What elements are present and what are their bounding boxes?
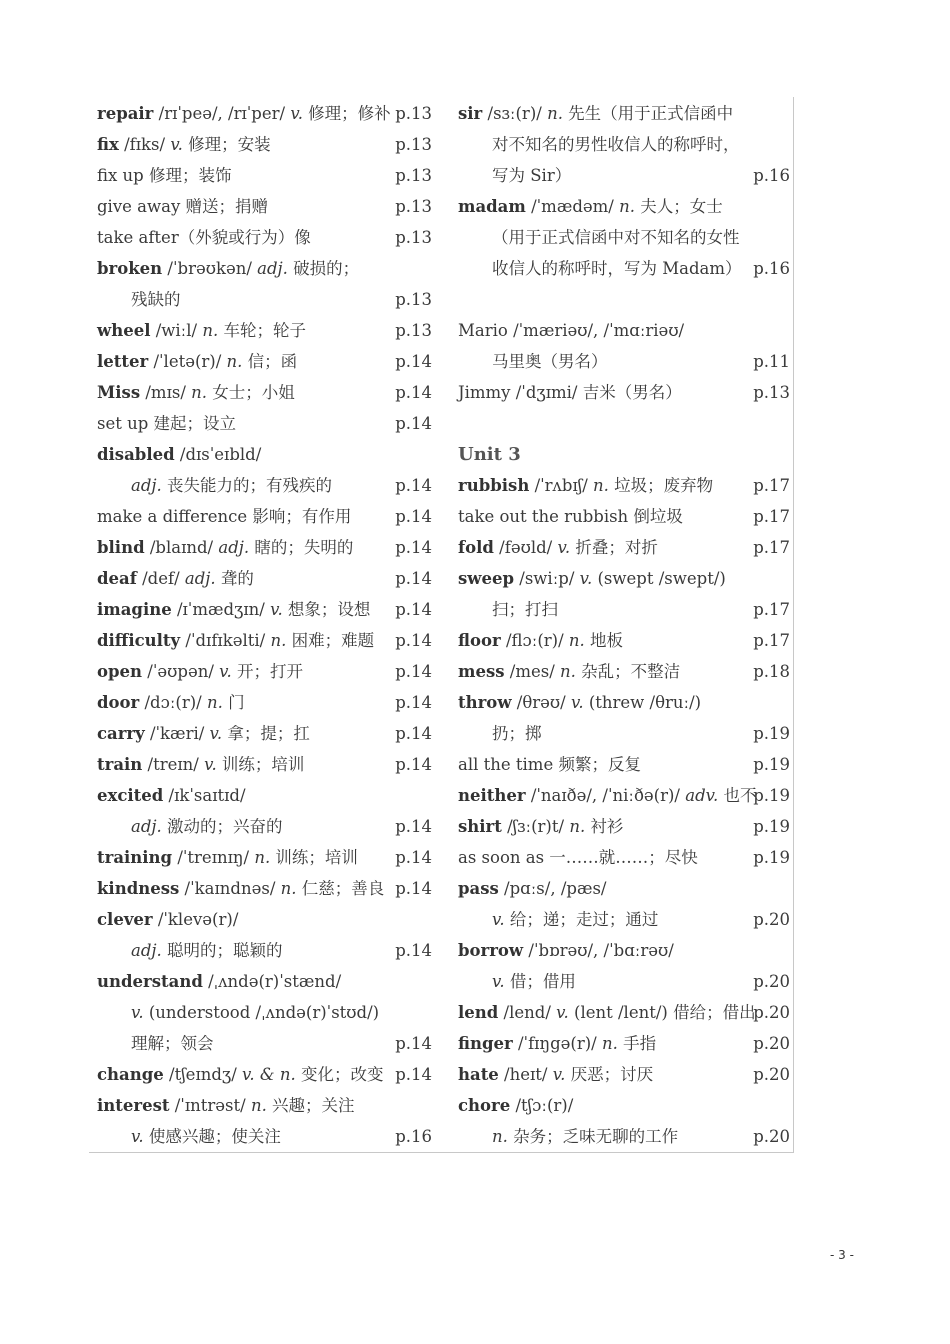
definition: 车轮；轮子 [218,321,306,340]
definition: 困难；难题 [286,631,375,650]
definition: 修理；安装 [182,135,271,154]
vocab-entry [97,258,432,289]
page-ref: p.17 [753,631,790,650]
part-of-speech: n. [619,197,635,216]
part-of-speech: n. [280,879,297,898]
entry-text: /ˈɪntrəst/ [169,1096,251,1115]
page-ref: p.14 [395,817,432,836]
page-ref: p.19 [753,817,790,836]
entry-text: /θrəʊ/ [511,693,571,712]
vocab-entry [97,785,432,816]
definition: 修理；修补 [302,104,391,123]
headword: hate [458,1065,499,1084]
headword: mess [458,662,505,681]
vocab-entry [458,847,790,878]
vocab-entry [458,1095,790,1126]
vocab-entry [97,909,432,940]
definition: 信；函 [242,352,298,371]
page-ref: p.20 [753,1065,790,1084]
definition: 拿；提；扛 [222,724,310,743]
definition: 杂乱；不整洁 [575,662,681,681]
vocab-entry [458,1126,790,1157]
entry-text: /ˈəʊpən/ [142,662,220,681]
entry-text: set up 建起；设立 [97,414,237,433]
page-ref: p.14 [395,352,432,371]
entry-text: /dɪsˈeɪbld/ [174,445,262,464]
entry-text: as soon as 一……就……；尽快 [458,848,698,867]
vocab-entry [458,320,790,351]
entry-text: /flɔː(r)/ [500,631,569,650]
vocab-entry [458,1002,790,1033]
vocab-entry [97,1126,432,1157]
vocab-entry [97,692,432,723]
page-ref: p.14 [395,507,432,526]
page-ref: p.14 [395,600,432,619]
headword: wheel [97,321,151,340]
headword: repair [97,104,154,123]
page-ref: p.19 [753,755,790,774]
definition: (swept /swept/) [592,569,726,588]
page-ref: p.13 [395,166,432,185]
part-of-speech: adj. [131,476,162,495]
page-ref: p.20 [753,1003,790,1022]
headword: throw [458,693,512,712]
entry-text: （用于正式信函中对不知名的女性 [492,228,740,247]
page-ref: p.17 [753,600,790,619]
vocab-entry [458,971,790,1002]
vocab-entry [458,692,790,723]
page-ref: p.13 [395,104,432,123]
page-ref: p.18 [753,662,790,681]
headword: difficulty [97,631,181,650]
vocab-entry [458,816,790,847]
vocab-entry [97,103,432,134]
definition: 开；打开 [231,662,304,681]
vocab-entry [458,258,790,289]
page-ref: p.13 [395,321,432,340]
vocab-entry [458,661,790,692]
definition: 给；递；走过；通过 [504,910,659,929]
definition: 垃圾；废弃物 [608,476,714,495]
page-ref: p.19 [753,724,790,743]
page-ref: p.14 [395,879,432,898]
entry-text: /fəʊld/ [493,538,558,557]
page-ref: p.14 [395,631,432,650]
page-ref: p.14 [395,848,432,867]
vocab-entry [97,196,432,227]
definition: 聪明的；聪颖的 [161,941,283,960]
page-ref: p.20 [753,910,790,929]
page-ref: p.20 [753,972,790,991]
entry-text: /mes/ [504,662,561,681]
part-of-speech: adj. [131,941,162,960]
headword: interest [97,1096,170,1115]
vocab-entry [97,723,432,754]
entry-text: /ˈletə(r)/ [148,352,227,371]
entry-text: give away 赠送；捐赠 [97,197,269,216]
vocab-entry [458,134,790,165]
vocab-entry [458,630,790,661]
vocab-entry [458,165,790,196]
page-ref: p.14 [395,1034,432,1053]
entry-text: all the time 频繁；反复 [458,755,641,774]
part-of-speech: n. [202,321,219,340]
headword: kindness [97,879,180,898]
vocab-entry [97,227,432,258]
part-of-speech: v. [557,538,571,557]
vocab-entry [458,289,790,320]
part-of-speech: adj. [184,569,216,588]
headword: deaf [97,569,137,588]
page-ref: p.20 [753,1034,790,1053]
headword: broken [97,259,163,278]
headword: rubbish [458,476,530,495]
definition: 女士；小姐 [207,383,295,402]
headword: clever [97,910,153,929]
entry-text: /ˈkaɪndnəs/ [179,879,281,898]
part-of-speech: adj. [131,817,162,836]
vocab-entry [458,227,790,258]
vocab-entry [97,1095,432,1126]
vocab-entry [97,1033,432,1064]
vocab-entry [97,816,432,847]
page-ref: p.19 [753,848,790,867]
definition: (understood /ˌʌndə(r)ˈstʊd/) [143,1003,380,1022]
definition: 折叠；对折 [570,538,658,557]
headword: chore [458,1096,511,1115]
headword: disabled [97,445,175,464]
entry-text: /sɜː(r)/ [482,104,548,123]
part-of-speech: v. [131,1003,144,1022]
vocab-entry [97,1064,432,1095]
vocab-entry [97,413,432,444]
headword: understand [97,972,203,991]
part-of-speech: n. [569,817,586,836]
left-column [97,103,432,1157]
entry-text: /heɪt/ [498,1065,553,1084]
definition: 手指 [617,1034,657,1053]
part-of-speech: v. [579,569,593,588]
page-ref: p.11 [753,352,790,371]
vocab-entry [458,785,790,816]
entry-text: /treɪn/ [142,755,205,774]
vocab-entry [97,1002,432,1033]
entry-text: /wiːl/ [150,321,203,340]
vocab-entry [458,413,790,444]
page-ref: p.14 [395,476,432,495]
vocab-entry [97,971,432,1002]
definition: 使感兴趣；使关注 [143,1127,281,1146]
page-ref: p.16 [753,259,790,278]
vocab-entry [97,878,432,909]
entry-text: 收信人的称呼时，写为 Madam） [492,259,742,278]
entry-text: /ˈklevə(r)/ [152,910,239,929]
definition: 训练；培训 [216,755,305,774]
vocab-entry [458,103,790,134]
page-ref: p.20 [753,1127,790,1146]
entry-text: /ˈrʌbɪʃ/ [529,476,593,495]
page-ref: p.17 [753,507,790,526]
entry-text: 理解；领会 [131,1034,214,1053]
definition: 聋的 [215,569,254,588]
page-ref: p.14 [395,941,432,960]
page-ref: p.14 [395,693,432,712]
headword: blind [97,538,145,557]
part-of-speech: v. [570,693,584,712]
entry-text: /mɪs/ [140,383,192,402]
definition: 破损的； [287,259,360,278]
vocab-entry [97,134,432,165]
definition: 想象；设想 [282,600,371,619]
definition: 兴趣；关注 [266,1096,355,1115]
headword: sweep [458,569,515,588]
definition: 训练；培训 [270,848,358,867]
vocab-entry [458,506,790,537]
vocab-entry [458,878,790,909]
vocab-entry [458,1033,790,1064]
page-ref: p.14 [395,383,432,402]
vocab-entry [97,351,432,382]
entry-text: /ɪˈmædʒɪn/ [171,600,271,619]
vocab-entry [458,940,790,971]
headword: imagine [97,600,172,619]
vocab-entry [458,754,790,785]
vocab-entry [458,723,790,754]
vocab-entry [97,754,432,785]
vocab-entry [458,382,790,413]
page-ref: p.14 [395,414,432,433]
entry-text: fix up 修理；装饰 [97,166,232,185]
part-of-speech: v. [209,724,223,743]
page-ref: p.16 [395,1127,432,1146]
vocab-entry [458,196,790,227]
entry-text: take out the rubbish 倒垃圾 [458,507,683,526]
entry-text: /ˈnaɪðə/, /ˈniːðə(r)/ [525,786,686,805]
headword: lend [458,1003,499,1022]
vocab-entry [97,444,432,475]
entry-text: /lend/ [498,1003,557,1022]
page-ref: p.14 [395,1065,432,1084]
vocab-entry [97,599,432,630]
part-of-speech: adj. [218,538,250,557]
part-of-speech: n. [254,848,271,867]
entry-text: Unit 3 [458,444,521,465]
entry-text: /ˌʌndə(r)ˈstænd/ [202,972,342,991]
entry-text: /blaɪnd/ [144,538,219,557]
entry-text: /ˈmædəm/ [525,197,620,216]
vocab-entry [97,506,432,537]
part-of-speech: v. [219,662,232,681]
page-ref: p.13 [395,197,432,216]
definition: 杂务；乏味无聊的工作 [507,1127,679,1146]
entry-text: 写为 Sir） [492,166,572,185]
entry-text: /dɔː(r)/ [139,693,207,712]
definition: 借；借用 [504,972,576,991]
vocab-entry [97,847,432,878]
part-of-speech: v. [552,1065,566,1084]
entry-text: /ˈfɪŋgə(r)/ [512,1034,602,1053]
headword: neither [458,786,526,805]
part-of-speech: v. [204,755,217,774]
part-of-speech: n. [568,631,585,650]
part-of-speech: n. [593,476,609,495]
part-of-speech: n. [270,631,287,650]
entry-text: Mario /ˈmæriəʊ/, /ˈmɑːriəʊ/ [458,321,685,340]
headword: door [97,693,140,712]
part-of-speech: n. [547,104,563,123]
part-of-speech: n. [191,383,207,402]
vocab-entry [458,537,790,568]
headword: fix [97,135,119,154]
headword: train [97,755,143,774]
headword: open [97,662,143,681]
vocab-entry [97,382,432,413]
entry-text: /ˈbrəʊkən/ [162,259,258,278]
definition: 激动的；兴奋的 [161,817,283,836]
headword: excited [97,786,164,805]
page-ref: p.13 [753,383,790,402]
entry-text: /ˈbɒrəʊ/, /ˈbɑːrəʊ/ [523,941,674,960]
page-ref: p.14 [395,755,432,774]
headword: sir [458,104,483,123]
vocab-entry [97,568,432,599]
section-heading [458,444,790,475]
entry-text: 马里奥（男名） [492,352,608,371]
page-ref: p.14 [395,569,432,588]
entry-text: take after（外貌或行为）像 [97,228,311,247]
definition: 夫人；女士 [635,197,723,216]
headword: training [97,848,173,867]
entry-text: /fɪks/ [118,135,171,154]
page-ref: p.17 [753,538,790,557]
vocab-entry [97,289,432,320]
part-of-speech: v. [492,972,505,991]
part-of-speech: adv. [685,786,719,805]
headword: shirt [458,817,502,836]
definition: 仁慈；善良 [296,879,385,898]
vocab-entry [97,940,432,971]
entry-text: /ˈkæri/ [144,724,210,743]
vocab-entry [97,165,432,196]
vocab-entry [458,351,790,382]
part-of-speech: n. [601,1034,618,1053]
definition: 也不 [718,786,757,805]
headword: borrow [458,941,524,960]
part-of-speech: n. [250,1096,267,1115]
definition: 门 [222,693,245,712]
part-of-speech: n. [560,662,576,681]
page-ref: p.14 [395,662,432,681]
vocab-entry [458,599,790,630]
headword: madam [458,197,526,216]
definition: 厌恶；讨厌 [565,1065,654,1084]
part-of-speech: n. [206,693,223,712]
headword: finger [458,1034,513,1053]
entry-text: /ˈtreɪnɪŋ/ [172,848,255,867]
page-ref: p.13 [395,290,432,309]
vocab-entry [458,568,790,599]
entry-text: 对不知名的男性收信人的称呼时， [492,135,740,154]
entry-text: /tʃeɪndʒ/ [163,1065,243,1084]
part-of-speech: v. [131,1127,144,1146]
definition: 瞎的；失明的 [249,538,354,557]
definition: (lent /lent/) 借给；借出 [568,1003,756,1022]
headword: letter [97,352,149,371]
page-ref: p.17 [753,476,790,495]
page-number: - 3 - [830,1248,854,1262]
right-column [458,103,790,1157]
entry-text: /pɑːs/, /pæs/ [498,879,607,898]
headword: floor [458,631,501,650]
entry-text: /rɪˈpeə/, /rɪˈper/ [153,104,291,123]
entry-text: /ˈdɪfɪkəlti/ [180,631,271,650]
vocab-entry [97,537,432,568]
part-of-speech: n. [492,1127,508,1146]
page-ref: p.13 [395,228,432,247]
part-of-speech: adj. [257,259,288,278]
definition: 衬衫 [585,817,624,836]
entry-text: /ɪkˈsaɪtɪd/ [163,786,246,805]
headword: change [97,1065,164,1084]
part-of-speech: v. [270,600,283,619]
vocab-entry [97,475,432,506]
definition: 丧失能力的；有残疾的 [161,476,333,495]
entry-text: /def/ [136,569,185,588]
entry-text: 扫；打扫 [492,600,558,619]
headword: Miss [97,383,141,402]
headword: fold [458,538,494,557]
entry-text: 扔；掷 [492,724,542,743]
part-of-speech: v. [556,1003,569,1022]
entry-text: make a difference 影响；有作用 [97,507,352,526]
part-of-speech: v. [170,135,183,154]
page-ref: p.13 [395,135,432,154]
definition: 变化；改变 [295,1065,384,1084]
vocab-entry [97,630,432,661]
part-of-speech: n. [226,352,243,371]
definition: 地板 [584,631,624,650]
part-of-speech: v. & n. [242,1065,296,1084]
part-of-speech: v. [290,104,303,123]
entry-text: /ʃɜː(r)t/ [501,817,570,836]
headword: carry [97,724,145,743]
definition: (threw /θruː/) [583,693,702,712]
page-ref: p.14 [395,724,432,743]
entry-text: /tʃɔː(r)/ [510,1096,574,1115]
definition: 先生（用于正式信函中 [562,104,734,123]
entry-text: Jimmy /ˈdʒɪmi/ 吉米（男名） [458,383,682,402]
entry-text: /swiːp/ [514,569,580,588]
vocab-entry [458,909,790,940]
page-ref: p.16 [753,166,790,185]
vocab-entry [458,1064,790,1095]
vocab-entry [458,475,790,506]
page-ref: p.19 [753,786,790,805]
entry-text: 残缺的 [131,290,181,309]
part-of-speech: v. [492,910,505,929]
headword: pass [458,879,499,898]
vocab-entry [97,320,432,351]
page-ref: p.14 [395,538,432,557]
vocab-entry [97,661,432,692]
